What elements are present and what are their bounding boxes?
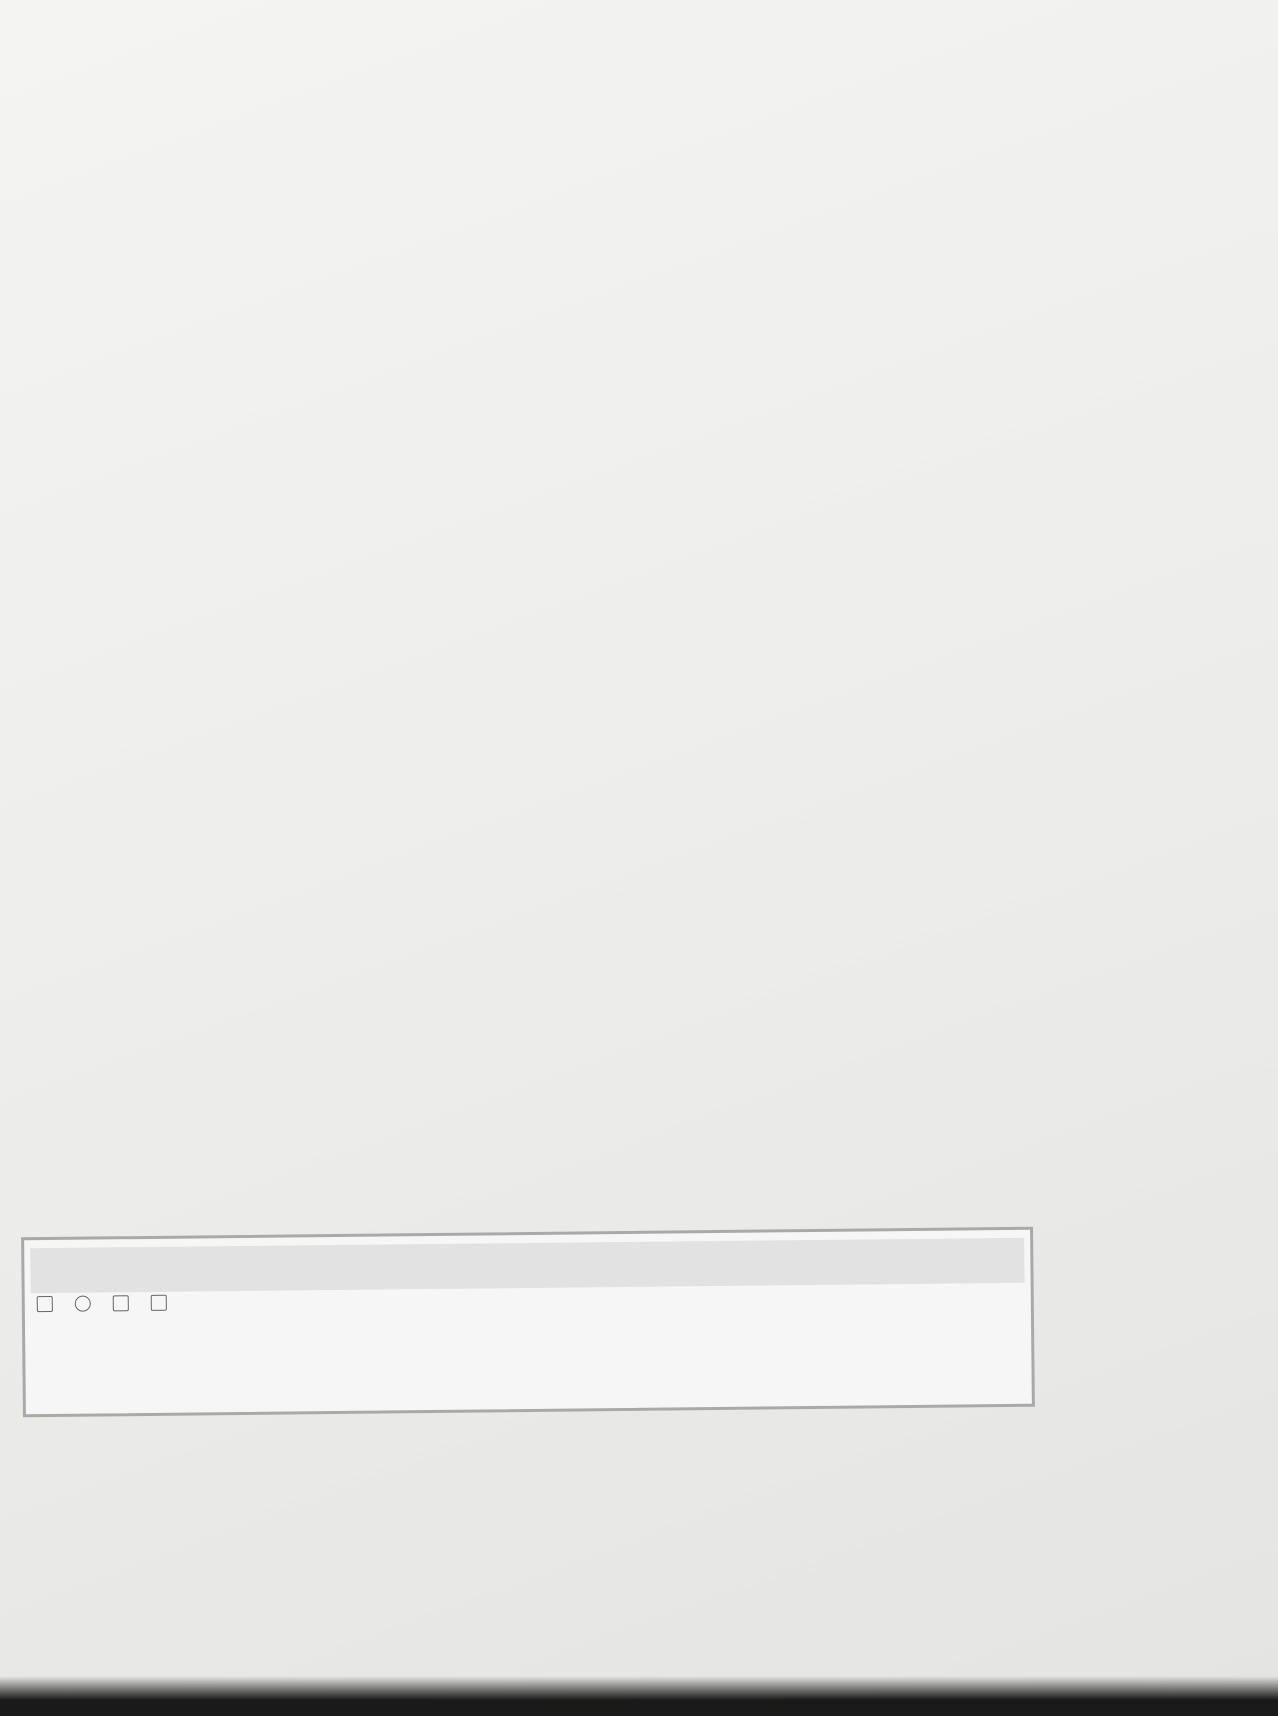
console-header-bar: [30, 1238, 1024, 1293]
page-shadow: [0, 1676, 1278, 1716]
tab-declaration[interactable]: [113, 1295, 133, 1313]
console-panel: [21, 1227, 1035, 1418]
javadoc-icon: [75, 1296, 91, 1312]
tab-problems[interactable]: [37, 1296, 57, 1314]
tab-javadoc[interactable]: [75, 1296, 95, 1314]
problems-icon: [37, 1296, 53, 1312]
tab-console[interactable]: [151, 1295, 171, 1313]
console-tabs: [37, 1295, 171, 1314]
declaration-icon: [113, 1295, 129, 1311]
console-icon: [151, 1295, 167, 1311]
